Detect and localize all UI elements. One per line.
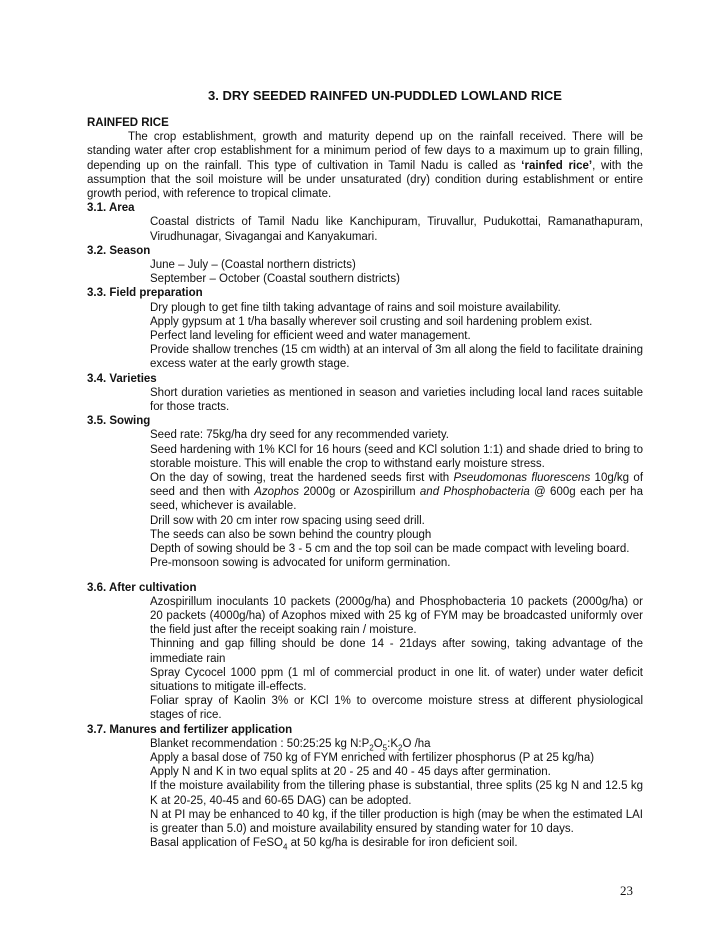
manures-splits: Apply N and K in two equal splits at 20 - 25 and 40 - 45 days after germination. — [150, 766, 551, 779]
document-body — [87, 116, 643, 850]
section-area-heading: 3.1. Area — [87, 202, 135, 215]
section-gap — [87, 571, 643, 581]
treat-text-e: 2000g or Azospirillum — [299, 486, 420, 499]
sowing-treatment — [87, 471, 643, 514]
subscript: 2 — [369, 743, 374, 753]
pseudomonas-term: Pseudomonas fluorescens — [453, 472, 591, 485]
manures-blanket — [87, 737, 643, 751]
area-text: Coastal districts of Tamil Nadu like Kanchipuram, Tiruvallur, Pudukottai, Ramanathapuram, Virudhunagar, Sivagangai and Kanyakumari. — [150, 216, 643, 243]
field-item: Apply gypsum at 1 t/ha basally wherever soil crusting and soil hardening problem exist. — [150, 315, 593, 328]
manures-feso4 — [87, 836, 643, 850]
season-line-1: June – July – (Coastal northern districts) — [150, 259, 356, 272]
blanket-text-b: O — [373, 737, 383, 750]
manures-pi: N at PI may be enhanced to 40 kg, if the tiller production is high (may be when the estimated LAI is greater than 5.0) and moisture availability ensured by standing water for 10 days. — [150, 808, 643, 835]
sowing-hardening: Seed hardening with 1% KCl for 16 hours (seed and KCl solution 1:1) and shade dried to bring to storable moisture. This will enable the crop to withstand early moisture stress. — [150, 443, 643, 470]
subscript: 5 — [382, 743, 388, 753]
sowing-seed-rate: Seed rate: 75kg/ha dry seed for any recommended variety. — [150, 429, 449, 442]
after-item: Foliar spray of Kaolin 3% or KCl 1% to overcome moisture stress at different physiological stages of rice. — [150, 695, 643, 722]
page-title: 3. DRY SEEDED RAINFED UN-PUDDLED LOWLAND RICE — [208, 88, 562, 103]
rainfed-term: ‘rainfed rice’ — [521, 159, 593, 172]
field-item: Provide shallow trenches (15 cm width) at an interval of 3m all along the field to facilitate draining excess water at the early growth stage. — [150, 344, 643, 371]
subscript: 4 — [282, 842, 288, 852]
after-item: Thinning and gap filling should be done 14 - 21days after sowing, taking advantage of the immediate rain — [150, 638, 643, 665]
sowing-premonsoon: Pre-monsoon sowing is advocated for uniform germination. — [150, 557, 451, 570]
treat-text-a: On the day of sowing, treat the hardened seeds first with — [150, 472, 454, 485]
section-sowing-heading: 3.5. Sowing — [87, 415, 151, 428]
after-item: Azospirillum inoculants 10 packets (2000g/ha) and Phosphobacteria 10 packets (2000g/ha) or 20 packets (4000g/ha) of Azophos mixed with 25 kg of FYM may be broadcasted uniformly over the field just after the receipt soaking rain / moisture. — [150, 595, 643, 637]
sowing-depth: Depth of sowing should be 3 - 5 cm and the top soil can be made compact with leveling board. — [150, 543, 630, 556]
manures-moisture: If the moisture availability from the tillering phase is substantial, three splits (25 kg N and 12.5 kg K at 20-25, 40-45 and 60-65 DAG) can be adopted. — [150, 780, 643, 807]
section-season-heading: 3.2. Season — [87, 244, 151, 257]
treat-text-g: @ 600g each per ha seed, whichever is available. — [150, 486, 643, 513]
blanket-text-c: :K — [387, 737, 398, 750]
field-item: Perfect land leveling for efficient weed and water management. — [150, 330, 471, 343]
season-line-2: September – October (Coastal southern districts) — [150, 273, 400, 286]
azophos-term: Azophos — [254, 486, 300, 499]
subscript: 2 — [398, 743, 403, 753]
sowing-plough: The seeds can also be sown behind the country plough — [150, 528, 432, 541]
page-number: 23 — [620, 883, 633, 898]
intro-text-2: , with the assumption that the soil moisture will be under unsaturated (dry) condition during establishment or entire growth period, with reference to tropical climate. — [87, 159, 644, 201]
sowing-drill: Drill sow with 20 cm inter row spacing using seed drill. — [150, 514, 425, 527]
varieties-text: Short duration varieties as mentioned in season and varieties including local land races suitable for those tracts. — [150, 386, 643, 414]
intro-text-1: The crop establishment, growth and maturity depend up on the rainfall received. There will be standing water after crop establishment for a minimum period of few days to a maximum up to grain filling, depending up on the rainfall. This type of cultivation in Tamil Nadu is called as — [87, 131, 643, 172]
intro-paragraph — [87, 130, 643, 201]
phosphobacteria-term: and Phosphobacteria — [419, 486, 530, 499]
feso-text-b: at 50 kg/ha is desirable for iron deficient soil. — [287, 837, 518, 850]
section-manures-heading: 3.7. Manures and fertilizer application — [87, 723, 293, 736]
blanket-text-d: O /ha — [402, 737, 431, 750]
section-field-heading: 3.3. Field preparation — [87, 287, 203, 300]
field-item: Dry plough to get fine tilth taking advantage of rains and soil moisture availability. — [150, 301, 561, 314]
treat-text-c: 10g/kg of seed and then with — [150, 472, 644, 499]
section-after-heading: 3.6. After cultivation — [87, 581, 197, 594]
section-varieties-heading: 3.4. Varieties — [87, 372, 157, 385]
manures-basal: Apply a basal dose of 750 kg of FYM enriched with fertilizer phosphorus (P at 25 kg/ha) — [150, 751, 595, 764]
after-item: Spray Cycocel 1000 ppm (1 ml of commercial product in one lit. of water) under water deficit situations to mitigate ill-effects. — [150, 666, 643, 693]
rainfed-heading: RAINFED RICE — [87, 117, 169, 129]
blanket-text-a: Blanket recommendation : 50:25:25 kg N:P — [150, 737, 370, 750]
feso-text-a: Basal application of FeSO — [150, 837, 283, 850]
